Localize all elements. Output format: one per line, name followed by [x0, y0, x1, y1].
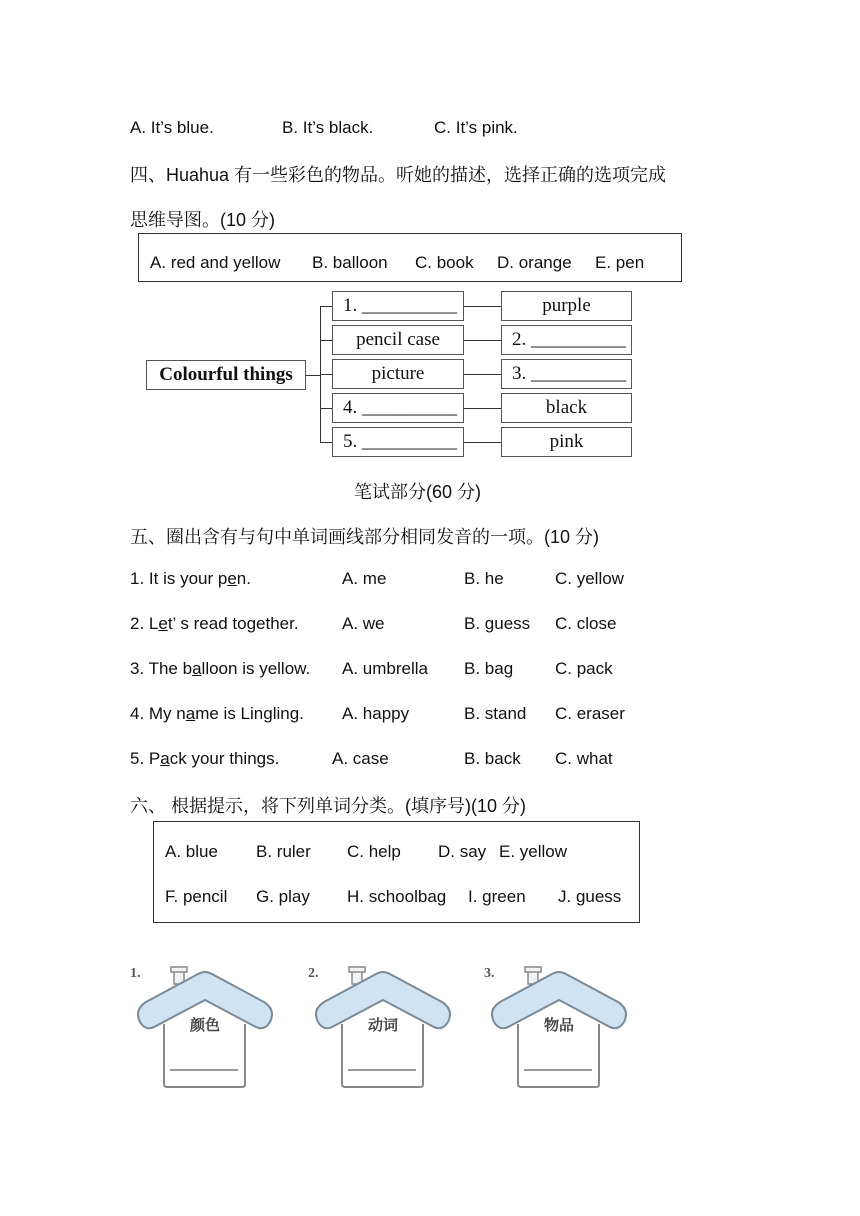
word-item: G. play — [256, 887, 310, 906]
category-house — [130, 962, 280, 1092]
section4-title-line1: 四、Huahua 有一些彩色的物品。听她的描述，选择正确的选项完成 — [130, 165, 667, 185]
house-number: 2. — [308, 966, 319, 981]
question-sentence — [130, 704, 304, 724]
section6-word-box — [153, 821, 640, 923]
option-item: B. balloon — [312, 253, 388, 272]
sentence-part: 2. L — [130, 614, 159, 633]
option-item: D. orange — [497, 253, 572, 272]
sentence-part: 3. The b — [130, 659, 193, 678]
word-item: I. green — [468, 887, 526, 906]
mind-map-center: Colourful things — [146, 360, 306, 390]
written-part-heading: 笔试部分(60 分) — [354, 482, 482, 502]
q3-option-b: B. It’s black. — [282, 118, 374, 137]
choice-a[interactable]: A. me — [342, 569, 387, 588]
sentence-part: 4. My n — [130, 704, 186, 723]
word-item: F. pencil — [165, 887, 228, 906]
house-number: 3. — [484, 966, 495, 981]
map-right-1: purple — [501, 291, 632, 321]
q3-option-a: A. It’s blue. — [130, 118, 214, 137]
option-item: A. red and yellow — [150, 253, 281, 272]
choice-c[interactable]: C. yellow — [555, 569, 624, 588]
map-right-5: pink — [501, 427, 632, 457]
map-left-2: pencil case — [332, 325, 464, 355]
map-right-3: 3. __________ — [501, 359, 632, 389]
map-left-4: 4. __________ — [332, 393, 464, 423]
question-sentence — [130, 749, 279, 769]
section6-title: 六、 根据提示，将下列单词分类。(填序号)(10 分) — [130, 796, 526, 816]
option-item: C. book — [415, 253, 474, 272]
sentence-part: a — [192, 659, 202, 678]
section4-title-line2: 思维导图。(10 分) — [130, 210, 276, 230]
question-sentence — [130, 659, 310, 679]
house-category-label: 动词 — [367, 1017, 398, 1034]
map-left-3: picture — [332, 359, 464, 389]
choice-b[interactable]: B. bag — [464, 659, 514, 678]
word-item: E. yellow — [499, 842, 568, 861]
category-house — [308, 962, 458, 1092]
sentence-part: t’ s read together. — [167, 614, 299, 633]
choice-c[interactable]: C. pack — [555, 659, 613, 678]
house-category-label: 颜色 — [189, 1017, 220, 1034]
map-left-1: 1. __________ — [332, 291, 464, 321]
choice-c[interactable]: C. close — [555, 614, 617, 633]
house-category-label: 物品 — [543, 1017, 574, 1034]
house-number: 1. — [130, 966, 141, 981]
section5-title: 五、圈出含有与句中单词画线部分相同发音的一项。(10 分) — [130, 527, 600, 547]
sentence-part: e — [227, 569, 237, 588]
map-right-2: 2. __________ — [501, 325, 632, 355]
word-item: B. ruler — [256, 842, 311, 861]
word-item: H. schoolbag — [347, 887, 447, 906]
q3-option-c: C. It’s pink. — [434, 118, 518, 137]
sentence-part: a — [185, 704, 196, 723]
question-sentence — [130, 569, 251, 589]
word-item: C. help — [347, 842, 401, 861]
sentence-part: a — [160, 749, 170, 768]
choice-c[interactable]: C. eraser — [555, 704, 625, 723]
sentence-part: 5. P — [130, 749, 161, 768]
section4-option-box — [138, 233, 682, 282]
sentence-part: ck your things. — [169, 749, 280, 768]
map-left-5: 5. __________ — [332, 427, 464, 457]
choice-a[interactable]: A. case — [332, 749, 389, 768]
choice-a[interactable]: A. happy — [342, 704, 410, 723]
word-item: D. say — [438, 842, 487, 861]
choice-b[interactable]: B. stand — [464, 704, 527, 723]
word-item: J. guess — [558, 887, 622, 906]
choice-b[interactable]: B. back — [464, 749, 521, 768]
sentence-part: n. — [236, 569, 251, 588]
choice-b[interactable]: B. he — [464, 569, 504, 588]
choice-b[interactable]: B. guess — [464, 614, 531, 633]
sentence-part: 1. It is your p — [130, 569, 228, 588]
choice-a[interactable]: A. we — [342, 614, 385, 633]
choice-a[interactable]: A. umbrella — [342, 659, 428, 678]
word-item: A. blue — [165, 842, 218, 861]
option-item: E. pen — [595, 253, 645, 272]
question-sentence — [130, 614, 299, 634]
sentence-part: me is Lingling. — [195, 704, 304, 723]
sentence-part: e — [158, 614, 168, 633]
category-house — [484, 962, 634, 1092]
sentence-part: lloon is yellow. — [201, 659, 311, 678]
choice-c[interactable]: C. what — [555, 749, 613, 768]
map-right-4: black — [501, 393, 632, 423]
